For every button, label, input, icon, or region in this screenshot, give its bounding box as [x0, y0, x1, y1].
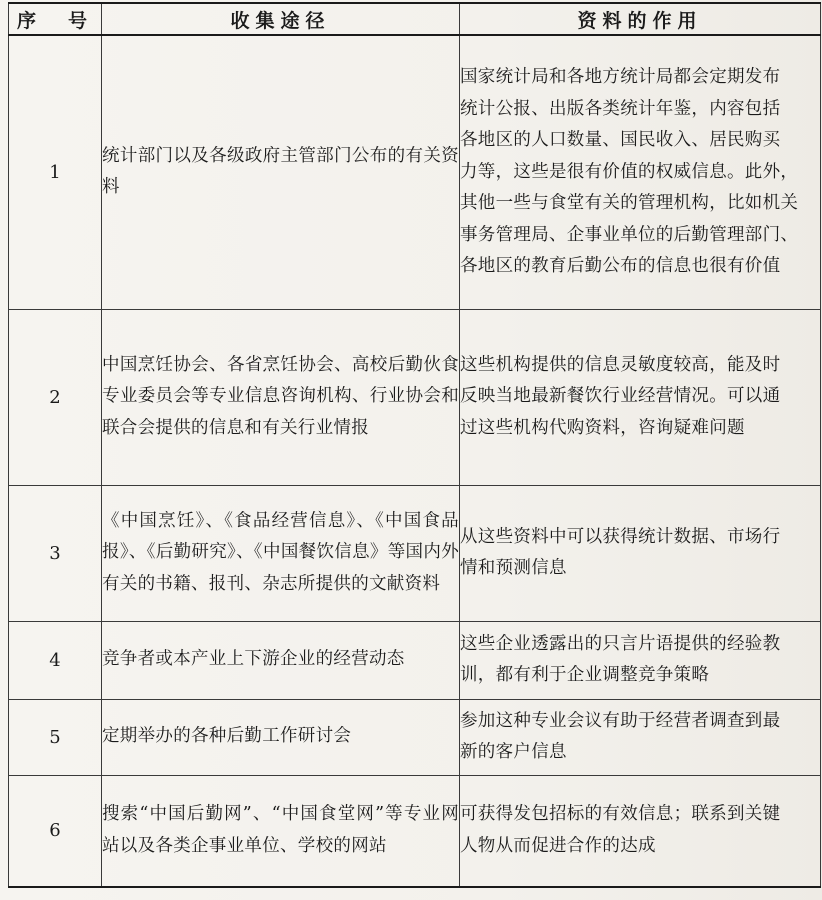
- row-collection-way: 《中国烹饪》、《食品经营信息》、《中国食品报》、《后勤研究》、《中国餐饮信息》等国内外有关的书籍、报刊、杂志所提供的文献资料: [102, 485, 460, 621]
- table-row: [9, 775, 821, 887]
- row-collection-way: 中国烹饪协会、各省烹饪协会、高校后勤伙食专业委员会等专业信息咨询机构、行业协会和联合会提供的信息和有关行业情报: [102, 309, 460, 485]
- row-material-use: 参加这种专业会议有助于经营者调查到最 新的客户信息: [460, 699, 821, 775]
- table-row: [9, 35, 821, 309]
- row-number: 2: [9, 309, 102, 485]
- row-material-use: 可获得发包招标的有效信息；联系到关键 人物从而促进合作的达成: [460, 775, 821, 887]
- table-row: [9, 621, 821, 699]
- header-serial-number: [9, 3, 102, 35]
- header-serial-char-2: 号: [67, 9, 87, 32]
- row-material-use: 国家统计局和各地方统计局都会定期发布 统计公报、出版各类统计年鉴，内容包括 各地区的人口数量、国民收入、居民购买 力等，这些是很有价值的权威信息。此外， 其他一些与食堂有关的管理机构，比如机关 事务管理局、企事业单位的后勤管理部门、 各地区的教育后勤公布的信息也很有价值: [460, 35, 821, 309]
- row-collection-way: 统计部门以及各级政府主管部门公布的有关资料: [102, 35, 460, 309]
- row-number: 3: [9, 485, 102, 621]
- row-collection-way: 竞争者或本产业上下游企业的经营动态: [102, 621, 460, 699]
- table-row: [9, 309, 821, 485]
- row-number: 6: [9, 775, 102, 887]
- row-number: 5: [9, 699, 102, 775]
- row-material-use: 这些企业透露出的只言片语提供的经验教 训，都有利于企业调整竞争策略: [460, 621, 821, 699]
- info-collection-table: [8, 2, 821, 888]
- row-number: 4: [9, 621, 102, 699]
- header-material-use: 资料的作用: [460, 3, 821, 35]
- row-collection-way: 搜索“中国后勤网”、“中国食堂网”等专业网站以及各类企事业单位、学校的网站: [102, 775, 460, 887]
- row-collection-way: 定期举办的各种后勤工作研讨会: [102, 699, 460, 775]
- row-material-use: 从这些资料中可以获得统计数据、市场行 情和预测信息: [460, 485, 821, 621]
- table-header: [9, 3, 821, 35]
- table-row: [9, 699, 821, 775]
- header-collection-way: 收集途径: [102, 3, 460, 35]
- row-number: 1: [9, 35, 102, 309]
- row-material-use: 这些机构提供的信息灵敏度较高，能及时 反映当地最新餐饮行业经营情况。可以通 过这些机构代购资料，咨询疑难问题: [460, 309, 821, 485]
- table-row: [9, 485, 821, 621]
- header-serial-char-1: 序: [17, 9, 37, 32]
